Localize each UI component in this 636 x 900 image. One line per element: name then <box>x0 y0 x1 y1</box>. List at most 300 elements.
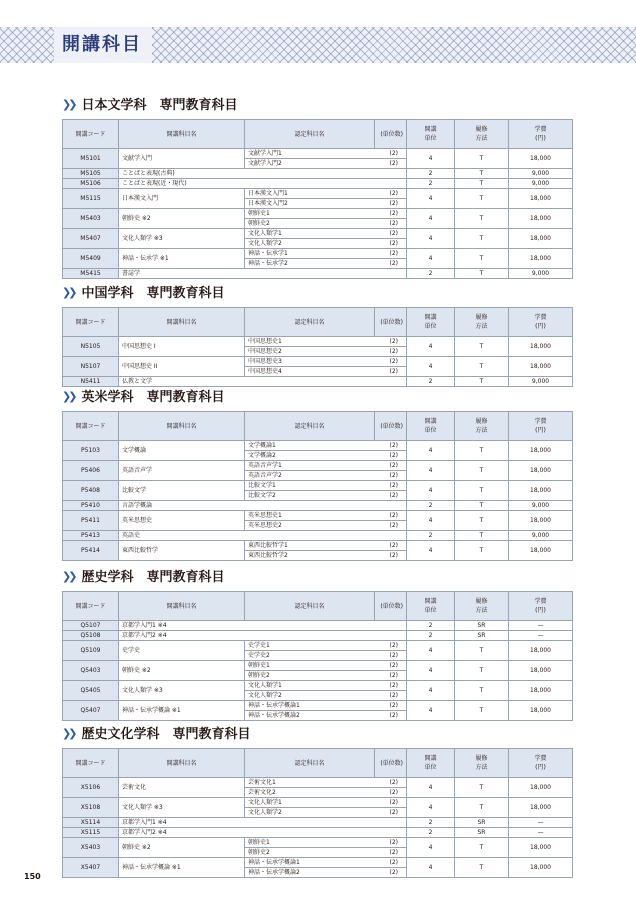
table-row <box>63 149 573 159</box>
header-method-line2: 方法 <box>475 135 488 142</box>
header-course: 開講科目名 <box>119 749 245 778</box>
table-row <box>63 179 573 189</box>
cert-units: (2) <box>375 641 407 651</box>
course-units: 4 <box>407 249 455 269</box>
header-course: 開講科目名 <box>119 592 245 621</box>
page-number: 150 <box>24 872 41 881</box>
course-name: 中国思想史 I <box>119 337 245 357</box>
header-units <box>407 592 455 621</box>
header-fee-line2: (円) <box>535 764 546 771</box>
table-row <box>63 169 573 179</box>
course-name: ことばと表現(古典) <box>119 169 407 179</box>
course-code: M5115 <box>63 189 119 209</box>
cert-name: 中国思想史4 <box>245 367 375 377</box>
course-method: T <box>455 641 509 661</box>
course-code: M5409 <box>63 249 119 269</box>
cert-units: (2) <box>375 701 407 711</box>
cert-name: 芸術文化1 <box>245 778 375 788</box>
course-name: 日本漢文入門 <box>119 189 245 209</box>
cert-units: (2) <box>375 149 407 159</box>
course-method: T <box>455 681 509 701</box>
header-fee-line2: (円) <box>535 135 546 142</box>
table-header-row <box>63 120 573 149</box>
cert-name: 朝鮮史1 <box>245 209 375 219</box>
course-units: 2 <box>407 269 455 279</box>
course-method: T <box>455 461 509 481</box>
course-name: 中国思想史 II <box>119 357 245 377</box>
header-cert: 認定科目名 <box>245 308 375 337</box>
header-unit-label: (単位数) <box>375 412 407 441</box>
course-units: 2 <box>407 501 455 511</box>
course-units: 2 <box>407 531 455 541</box>
course-units: 4 <box>407 149 455 169</box>
header-method-line1: 履修 <box>475 755 488 762</box>
cert-units: (2) <box>375 471 407 481</box>
cert-units: (2) <box>375 451 407 461</box>
course-fee: 9,000 <box>509 501 573 511</box>
course-method: T <box>455 778 509 798</box>
cert-name: 東西比較哲学2 <box>245 551 375 561</box>
course-fee: 18,000 <box>509 681 573 701</box>
header-method-line2: 方法 <box>475 323 488 330</box>
header-fee-line2: (円) <box>535 427 546 434</box>
course-units: 2 <box>407 621 455 631</box>
cert-units: (2) <box>375 541 407 551</box>
header-units <box>407 120 455 149</box>
course-table <box>62 119 573 279</box>
section-historical-culture <box>62 724 572 878</box>
cert-name: 朝鮮史1 <box>245 661 375 671</box>
course-units: 4 <box>407 838 455 858</box>
course-name: 書誌学 <box>119 269 407 279</box>
course-name: 英語史 <box>119 531 407 541</box>
course-fee: 18,000 <box>509 481 573 501</box>
header-fee-line1: 学費 <box>534 755 547 762</box>
course-fee: 18,000 <box>509 661 573 681</box>
course-units: 4 <box>407 461 455 481</box>
course-fee: — <box>509 631 573 641</box>
table-row <box>63 229 573 239</box>
cert-units: (2) <box>375 337 407 347</box>
header-units-line2: 単位 <box>424 764 437 771</box>
header-units-line1: 開講 <box>424 418 437 425</box>
cert-name: 中国思想史1 <box>245 337 375 347</box>
cert-units: (2) <box>375 778 407 788</box>
course-code: Q5107 <box>63 621 119 631</box>
title-banner <box>0 27 636 63</box>
course-units: 4 <box>407 441 455 461</box>
cert-units: (2) <box>375 249 407 259</box>
cert-name: 朝鮮史1 <box>245 838 375 848</box>
course-units: 2 <box>407 818 455 828</box>
table-row <box>63 531 573 541</box>
course-method: T <box>455 531 509 541</box>
course-units: 4 <box>407 858 455 878</box>
header-fee <box>509 412 573 441</box>
section-english-american <box>62 387 572 561</box>
cert-units: (2) <box>375 189 407 199</box>
table-row <box>63 621 573 631</box>
header-fee <box>509 120 573 149</box>
header-units-line2: 単位 <box>424 135 437 142</box>
course-code: P5408 <box>63 481 119 501</box>
table-header-row <box>63 308 573 337</box>
course-units: 4 <box>407 641 455 661</box>
header-fee-line1: 学費 <box>534 126 547 133</box>
cert-name: 文化人類学2 <box>245 239 375 249</box>
course-method: T <box>455 441 509 461</box>
table-row <box>63 828 573 838</box>
double-chevron-right-icon: ❯❯ <box>62 98 75 111</box>
course-code: M5105 <box>63 169 119 179</box>
header-fee-line1: 学費 <box>534 418 547 425</box>
course-units: 2 <box>407 377 455 387</box>
cert-name: 朝鮮史2 <box>245 848 375 858</box>
cert-units: (2) <box>375 858 407 868</box>
section-title: ❯❯ 英米学科 専門教育科目 <box>62 387 572 407</box>
course-code: P5414 <box>63 541 119 561</box>
course-code: Q5109 <box>63 641 119 661</box>
course-name: 史学史 <box>119 641 245 661</box>
course-method: T <box>455 661 509 681</box>
course-fee: 18,000 <box>509 357 573 377</box>
course-name: 東西比較哲学 <box>119 541 245 561</box>
cert-name: 文学概論1 <box>245 441 375 451</box>
course-method: T <box>455 169 509 179</box>
course-units: 2 <box>407 169 455 179</box>
cert-name: 東西比較哲学1 <box>245 541 375 551</box>
course-units: 4 <box>407 778 455 798</box>
course-code: N5107 <box>63 357 119 377</box>
header-cert: 認定科目名 <box>245 749 375 778</box>
cert-units: (2) <box>375 219 407 229</box>
course-name: 英米思想史 <box>119 511 245 531</box>
table-header-row <box>63 749 573 778</box>
course-name: 神話・伝承学 ※1 <box>119 249 245 269</box>
course-name: 朝鮮史 ※2 <box>119 661 245 681</box>
cert-units: (2) <box>375 259 407 269</box>
course-name: 京都学入門1 ※4 <box>119 818 407 828</box>
course-code: P5411 <box>63 511 119 531</box>
section-history <box>62 567 572 721</box>
section-title: ❯❯ 日本文学科 専門教育科目 <box>62 95 572 115</box>
course-code: M5407 <box>63 229 119 249</box>
table-row <box>63 641 573 651</box>
cert-name: 朝鮮史2 <box>245 219 375 229</box>
course-units: 4 <box>407 357 455 377</box>
course-code: M5106 <box>63 179 119 189</box>
table-header-row <box>63 412 573 441</box>
cert-name: 英語音声学1 <box>245 461 375 471</box>
cert-units: (2) <box>375 868 407 878</box>
header-course: 開講科目名 <box>119 412 245 441</box>
header-method-line2: 方法 <box>475 764 488 771</box>
cert-units: (2) <box>375 357 407 367</box>
double-chevron-right-icon: ❯❯ <box>62 727 75 740</box>
course-method: T <box>455 229 509 249</box>
course-code: Q5108 <box>63 631 119 641</box>
page-title: 開講科目 <box>54 27 152 63</box>
course-method: T <box>455 701 509 721</box>
course-fee: 18,000 <box>509 189 573 209</box>
header-units <box>407 412 455 441</box>
course-name: 京都学入門2 ※4 <box>119 631 407 641</box>
header-course: 開講科目名 <box>119 120 245 149</box>
cert-units: (2) <box>375 711 407 721</box>
header-code: 開講コード <box>63 749 119 778</box>
course-name: 英語音声学 <box>119 461 245 481</box>
course-fee: 18,000 <box>509 778 573 798</box>
cert-name: 史学史1 <box>245 641 375 651</box>
course-method: T <box>455 357 509 377</box>
course-fee: 9,000 <box>509 377 573 387</box>
header-code: 開講コード <box>63 592 119 621</box>
cert-units: (2) <box>375 838 407 848</box>
cert-name: 神話・伝承学2 <box>245 259 375 269</box>
header-method-line1: 履修 <box>475 598 488 605</box>
course-table <box>62 411 573 561</box>
course-units: 4 <box>407 701 455 721</box>
course-method: T <box>455 481 509 501</box>
header-code: 開講コード <box>63 120 119 149</box>
cert-name: 朝鮮史2 <box>245 671 375 681</box>
cert-units: (2) <box>375 367 407 377</box>
header-course: 開講科目名 <box>119 308 245 337</box>
cert-name: 中国思想史2 <box>245 347 375 357</box>
cert-units: (2) <box>375 661 407 671</box>
cert-name: 比較文学2 <box>245 491 375 501</box>
course-name: 朝鮮史 ※2 <box>119 838 245 858</box>
course-name: ことばと表現(近・現代) <box>119 179 407 189</box>
course-method: T <box>455 798 509 818</box>
cert-units: (2) <box>375 788 407 798</box>
header-cert: 認定科目名 <box>245 412 375 441</box>
cert-units: (2) <box>375 551 407 561</box>
header-unit-label: (単位数) <box>375 749 407 778</box>
cert-name: 文化人類学1 <box>245 681 375 691</box>
course-fee: 18,000 <box>509 798 573 818</box>
table-row <box>63 249 573 259</box>
header-fee-line2: (円) <box>535 323 546 330</box>
header-fee <box>509 592 573 621</box>
cert-units: (2) <box>375 798 407 808</box>
header-cert: 認定科目名 <box>245 592 375 621</box>
course-method: T <box>455 337 509 357</box>
course-fee: — <box>509 818 573 828</box>
cert-units: (2) <box>375 199 407 209</box>
course-fee: 9,000 <box>509 179 573 189</box>
course-units: 4 <box>407 681 455 701</box>
table-row <box>63 681 573 691</box>
header-method <box>455 749 509 778</box>
header-code: 開講コード <box>63 412 119 441</box>
cert-units: (2) <box>375 229 407 239</box>
header-method-line1: 履修 <box>475 418 488 425</box>
header-method <box>455 592 509 621</box>
cert-name: 文化人類学2 <box>245 808 375 818</box>
course-code: X5115 <box>63 828 119 838</box>
course-method: SR <box>455 621 509 631</box>
header-units-line2: 単位 <box>424 323 437 330</box>
table-row <box>63 661 573 671</box>
course-units: 4 <box>407 337 455 357</box>
course-name: 言語学概論 <box>119 501 407 511</box>
cert-name: 比較文学1 <box>245 481 375 491</box>
table-row <box>63 778 573 788</box>
course-table <box>62 591 573 721</box>
header-method-line1: 履修 <box>475 126 488 133</box>
table-row <box>63 838 573 848</box>
cert-units: (2) <box>375 481 407 491</box>
header-units-line2: 単位 <box>424 427 437 434</box>
course-method: T <box>455 501 509 511</box>
course-name: 文献学入門 <box>119 149 245 169</box>
header-units-line1: 開講 <box>424 314 437 321</box>
table-row <box>63 377 573 387</box>
table-row <box>63 631 573 641</box>
course-code: P5103 <box>63 441 119 461</box>
course-code: X5106 <box>63 778 119 798</box>
cert-name: 英語音声学2 <box>245 471 375 481</box>
course-fee: 18,000 <box>509 511 573 531</box>
table-row <box>63 858 573 868</box>
course-fee: 18,000 <box>509 149 573 169</box>
course-table <box>62 307 573 387</box>
course-code: Q5405 <box>63 681 119 701</box>
header-units-line1: 開講 <box>424 598 437 605</box>
course-units: 4 <box>407 189 455 209</box>
cert-name: 文化人類学1 <box>245 229 375 239</box>
header-method <box>455 412 509 441</box>
course-code: X5108 <box>63 798 119 818</box>
table-row <box>63 209 573 219</box>
cert-units: (2) <box>375 209 407 219</box>
course-method: T <box>455 541 509 561</box>
table-row <box>63 357 573 367</box>
header-method <box>455 120 509 149</box>
header-fee-line1: 学費 <box>534 598 547 605</box>
cert-name: 文化人類学2 <box>245 691 375 701</box>
course-method: T <box>455 858 509 878</box>
course-fee: 18,000 <box>509 541 573 561</box>
cert-units: (2) <box>375 651 407 661</box>
section-title: ❯❯ 歴史学科 専門教育科目 <box>62 567 572 587</box>
header-cert: 認定科目名 <box>245 120 375 149</box>
course-units: 4 <box>407 229 455 249</box>
cert-units: (2) <box>375 521 407 531</box>
course-method: T <box>455 511 509 531</box>
cert-name: 神話・伝承学概論1 <box>245 701 375 711</box>
course-fee: 18,000 <box>509 461 573 481</box>
header-units-line2: 単位 <box>424 607 437 614</box>
course-code: X5403 <box>63 838 119 858</box>
course-fee: 18,000 <box>509 249 573 269</box>
table-row <box>63 269 573 279</box>
cert-name: 文献学入門2 <box>245 159 375 169</box>
header-fee-line2: (円) <box>535 607 546 614</box>
course-code: N5411 <box>63 377 119 387</box>
table-row <box>63 461 573 471</box>
table-row <box>63 189 573 199</box>
header-units <box>407 749 455 778</box>
cert-name: 英米思想史1 <box>245 511 375 521</box>
course-fee: 18,000 <box>509 701 573 721</box>
course-code: M5101 <box>63 149 119 169</box>
course-method: SR <box>455 631 509 641</box>
course-name: 京都学入門1 ※4 <box>119 621 407 631</box>
course-method: T <box>455 249 509 269</box>
cert-units: (2) <box>375 808 407 818</box>
course-fee: 18,000 <box>509 641 573 661</box>
cert-name: 文献学入門1 <box>245 149 375 159</box>
header-fee <box>509 749 573 778</box>
course-method: T <box>455 838 509 858</box>
course-code: P5413 <box>63 531 119 541</box>
header-units <box>407 308 455 337</box>
course-units: 4 <box>407 661 455 681</box>
course-name: 京都学入門2 ※4 <box>119 828 407 838</box>
course-fee: 9,000 <box>509 269 573 279</box>
course-fee: 18,000 <box>509 858 573 878</box>
cert-units: (2) <box>375 681 407 691</box>
table-row <box>63 701 573 711</box>
cert-units: (2) <box>375 461 407 471</box>
course-fee: 18,000 <box>509 229 573 249</box>
course-units: 4 <box>407 481 455 501</box>
header-method-line2: 方法 <box>475 607 488 614</box>
header-units-line1: 開講 <box>424 755 437 762</box>
cert-name: 神話・伝承学概論1 <box>245 858 375 868</box>
course-method: SR <box>455 818 509 828</box>
course-name: 文化人類学 ※3 <box>119 681 245 701</box>
course-units: 4 <box>407 209 455 229</box>
cert-name: 芸術文化2 <box>245 788 375 798</box>
course-name: 芸術文化 <box>119 778 245 798</box>
header-units-line1: 開講 <box>424 126 437 133</box>
double-chevron-right-icon: ❯❯ <box>62 570 75 583</box>
course-units: 4 <box>407 511 455 531</box>
cert-name: 神話・伝承学概論2 <box>245 711 375 721</box>
course-name: 神話・伝承学概論 ※1 <box>119 701 245 721</box>
course-code: P5406 <box>63 461 119 481</box>
course-name: 朝鮮史 ※2 <box>119 209 245 229</box>
table-row <box>63 441 573 451</box>
course-name: 文化人類学 ※3 <box>119 229 245 249</box>
section-chinese-studies <box>62 283 572 387</box>
course-units: 2 <box>407 179 455 189</box>
course-units: 4 <box>407 798 455 818</box>
cert-units: (2) <box>375 491 407 501</box>
course-name: 文学概論 <box>119 441 245 461</box>
course-fee: 18,000 <box>509 337 573 357</box>
table-row <box>63 337 573 347</box>
table-row <box>63 501 573 511</box>
course-table <box>62 748 573 878</box>
table-row <box>63 541 573 551</box>
course-fee: — <box>509 828 573 838</box>
cert-units: (2) <box>375 671 407 681</box>
course-name: 比較文学 <box>119 481 245 501</box>
header-method <box>455 308 509 337</box>
course-name: 神話・伝承学概論 ※1 <box>119 858 245 878</box>
course-method: SR <box>455 828 509 838</box>
course-fee: 9,000 <box>509 169 573 179</box>
cert-name: 神話・伝承学概論2 <box>245 868 375 878</box>
course-method: T <box>455 189 509 209</box>
double-chevron-right-icon: ❯❯ <box>62 390 75 403</box>
course-method: T <box>455 179 509 189</box>
table-header-row <box>63 592 573 621</box>
